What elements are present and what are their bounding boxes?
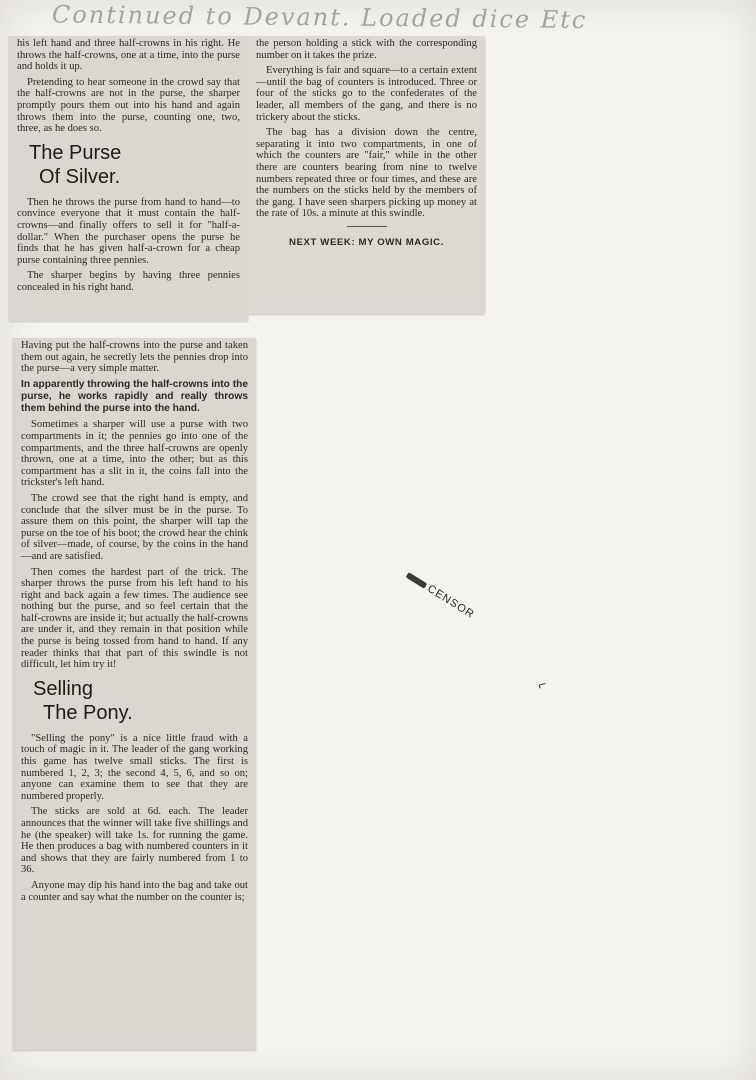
paragraph: The crowd see that the right hand is empty, and conclude that the silver must be in the purse. To assure them on this point, the sharper will tap the purse on the toe of his boot; the crowd hear the chink of silver—made, of course, by the coins in the hand—and are satisfied. xyxy=(21,492,248,562)
paragraph: Then he throws the purse from hand to hand—to convince everyone that it must contain the half-crowns—and finally offers to sell it for "half-a-dollar." When the purchaser opens the purse he finds that he has given half-a-crown for a cheap purse containing three pennies. xyxy=(17,196,240,266)
paragraph: Sometimes a sharper will use a purse with two compartments in it; the pennies go into one of the compartments, and the three half-crowns are openly thrown, one at a time, into the other; but as this compartment has a slit in it, the coins fall into the trickster's left hand. xyxy=(21,419,248,489)
column-b-text xyxy=(247,36,484,249)
paragraph: The sharper begins by having three pennies concealed in his right hand. xyxy=(17,270,240,293)
heading-line: The Pony. xyxy=(43,701,133,724)
paragraph: Anyone may dip his hand into the bag and take out a counter and say what the number on the counter is; xyxy=(21,879,248,903)
divider-rule xyxy=(347,226,387,227)
column-c-text xyxy=(12,338,255,903)
heading-purse-of-silver xyxy=(29,141,240,189)
paragraph: Pretending to hear someone in the crowd say that the half-crowns are not in the purse, the sharper promptly pours them out into his hand and again throws them into the purse, counting one, two, three, as he does so. xyxy=(17,76,240,135)
paragraph: The bag has a division down the centre, separating it into two compartments, in one of which the counters are "fair," while in the other there are counters bearing from nine to twelve numbers repeated three or four times, and these are the numbers on the sticks held by the members of the gang. I have seen sharpers picking up money at the rate of 10s. a minute at this swindle. xyxy=(256,127,477,220)
heading-line: Selling xyxy=(33,677,94,700)
paragraph: the person holding a stick with the corresponding number on it takes the prize. xyxy=(256,38,477,61)
censor-stamp xyxy=(400,570,478,629)
paragraph: The sticks are sold at 6d. each. The leader announces that the winner will take five shillings and he (the speaker) will take 1s. for running the game. He then produces a bag with numbered counters in it and shows that they are fairly numbered from 1 to 36. xyxy=(21,806,248,876)
heading-line: The Purse xyxy=(29,141,122,164)
heading-selling-the-pony xyxy=(33,677,248,725)
clipping-selling-the-pony xyxy=(12,338,255,1050)
handwritten-note: Continued to Devant. Loaded dice Etc xyxy=(51,0,588,35)
column-a-text xyxy=(8,36,247,294)
paragraph: "Selling the pony" is a nice little fraud with a touch of magic in it. The leader of the gang working this game has twelve small sticks. The first is numbered 1, 2, 3; the second 4, 5, 6, and so on; anyone can examine them to see that they are numbered properly. xyxy=(21,732,248,802)
paragraph: Then comes the hardest part of the trick. The sharper throws the purse from his left hand to his right and back again a few times. The audience see nothing but the purse, and so feel certain that the half-crowns are inside it; but actually the half-crowns are under it, and they remain in that position while the purse is being tossed from hand to hand. If any reader thinks that that part of this swindle is not difficult, let him try it! xyxy=(21,566,248,671)
heading-line: Of Silver. xyxy=(39,165,121,188)
paragraph: Everything is fair and square—to a certain extent—until the bag of counters is introduced. Three or four of the sticks go to the confederates of the leader, all members of the gang, and there is no trickery about the sticks. xyxy=(256,65,477,123)
pencil-mark-icon: ⌐ xyxy=(536,675,549,693)
paragraph: Having put the half-crowns into the purse and taken them out again, he secretly lets the pennies drop into the purse—a very simple matter. xyxy=(21,340,248,375)
bold-paragraph: In apparently throwing the half-crowns into the purse, he works rapidly and really throws them behind the purse into the hand. xyxy=(21,378,248,415)
next-week-footer: NEXT WEEK: MY OWN MAGIC. xyxy=(289,236,444,248)
stamp-text: CENSOR xyxy=(425,582,477,622)
stamp-mark-icon xyxy=(405,572,427,589)
clipping-bag-of-counters xyxy=(247,36,484,314)
paragraph: his left hand and three half-crowns in his right. He throws the half-crowns, one at a time, into the purse and holds it up. xyxy=(17,38,240,73)
clipping-purse-of-silver xyxy=(8,36,247,321)
